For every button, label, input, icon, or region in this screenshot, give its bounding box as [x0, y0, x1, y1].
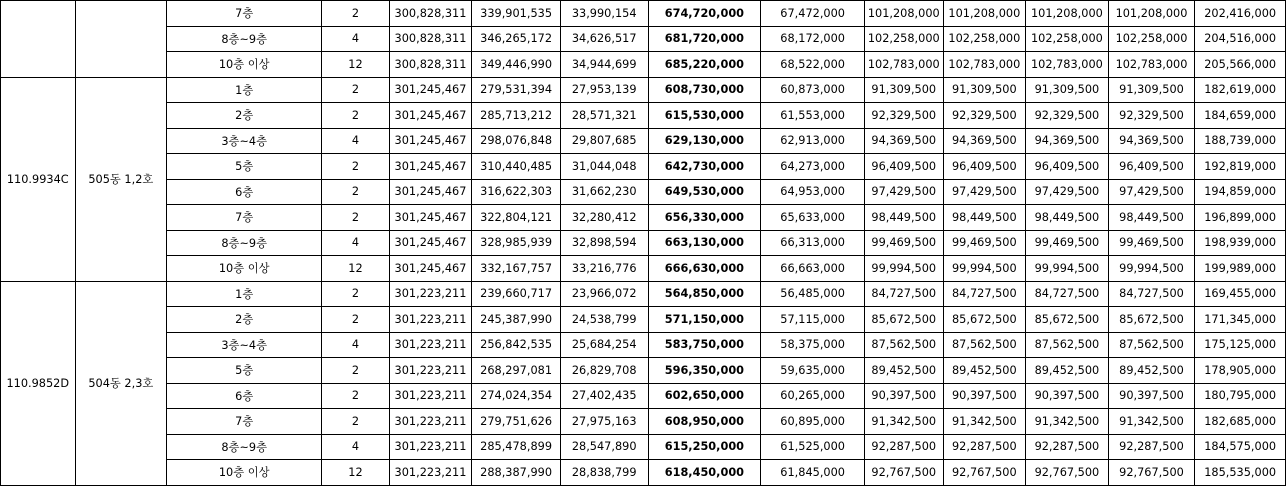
building-unit-cell: 504동 2,3호 [75, 281, 167, 485]
balance-cell: 198,939,000 [1195, 230, 1286, 256]
floor-cell: 10층 이상 [167, 460, 322, 486]
deposit-cell: 61,553,000 [761, 103, 865, 129]
interim-3-cell: 92,329,500 [1026, 103, 1109, 129]
building-unit-cell [75, 1, 167, 78]
interim-3-cell: 99,994,500 [1026, 256, 1109, 282]
interim-4-cell: 97,429,500 [1108, 179, 1195, 205]
unit-count-cell: 2 [322, 409, 389, 435]
interim-3-cell: 85,672,500 [1026, 307, 1109, 333]
total-price-cell: 663,130,000 [648, 230, 761, 256]
balance-cell: 202,416,000 [1195, 1, 1286, 27]
interim-2-cell: 84,727,500 [943, 281, 1026, 307]
balance-cell: 180,795,000 [1195, 383, 1286, 409]
interim-1-cell: 91,342,500 [865, 409, 944, 435]
unit-count-cell: 2 [322, 154, 389, 180]
deposit-cell: 60,873,000 [761, 77, 865, 103]
balance-cell: 188,739,000 [1195, 128, 1286, 154]
interim-4-cell: 99,469,500 [1108, 230, 1195, 256]
table-row [1, 230, 1286, 256]
interim-1-cell: 102,783,000 [865, 52, 944, 78]
vat-cell: 31,044,048 [560, 154, 648, 180]
interim-3-cell: 92,767,500 [1026, 460, 1109, 486]
table-row [1, 409, 1286, 435]
vat-cell: 31,662,230 [560, 179, 648, 205]
total-price-cell: 618,450,000 [648, 460, 761, 486]
vat-cell: 25,684,254 [560, 332, 648, 358]
total-price-cell: 602,650,000 [648, 383, 761, 409]
land-price-cell: 301,245,467 [389, 256, 472, 282]
unit-count-cell: 2 [322, 1, 389, 27]
land-price-cell: 301,245,467 [389, 77, 472, 103]
unit-count-cell: 4 [322, 230, 389, 256]
unit-count-cell: 4 [322, 434, 389, 460]
vat-cell: 27,953,139 [560, 77, 648, 103]
deposit-cell: 66,313,000 [761, 230, 865, 256]
floor-cell: 10층 이상 [167, 52, 322, 78]
vat-cell: 28,838,799 [560, 460, 648, 486]
building-price-cell: 322,804,121 [472, 205, 561, 231]
building-price-cell: 328,985,939 [472, 230, 561, 256]
building-price-cell: 349,446,990 [472, 52, 561, 78]
interim-4-cell: 98,449,500 [1108, 205, 1195, 231]
floor-cell: 10층 이상 [167, 256, 322, 282]
floor-cell: 2층 [167, 103, 322, 129]
interim-2-cell: 102,783,000 [943, 52, 1026, 78]
building-price-cell: 279,531,394 [472, 77, 561, 103]
total-price-cell: 608,950,000 [648, 409, 761, 435]
unit-count-cell: 2 [322, 358, 389, 384]
table-row [1, 434, 1286, 460]
building-price-cell: 339,901,535 [472, 1, 561, 27]
land-price-cell: 301,245,467 [389, 128, 472, 154]
building-price-cell: 285,478,899 [472, 434, 561, 460]
table-row [1, 26, 1286, 52]
table-row [1, 205, 1286, 231]
total-price-cell: 685,220,000 [648, 52, 761, 78]
interim-3-cell: 98,449,500 [1026, 205, 1109, 231]
balance-cell: 184,659,000 [1195, 103, 1286, 129]
floor-cell: 5층 [167, 358, 322, 384]
deposit-cell: 56,485,000 [761, 281, 865, 307]
building-price-cell: 332,167,757 [472, 256, 561, 282]
unit-count-cell: 2 [322, 179, 389, 205]
land-price-cell: 301,245,467 [389, 103, 472, 129]
interim-2-cell: 91,342,500 [943, 409, 1026, 435]
total-price-cell: 608,730,000 [648, 77, 761, 103]
land-price-cell: 301,223,211 [389, 409, 472, 435]
housing-type-cell: 110.9852D [1, 281, 76, 485]
interim-4-cell: 102,783,000 [1108, 52, 1195, 78]
deposit-cell: 64,953,000 [761, 179, 865, 205]
total-price-cell: 564,850,000 [648, 281, 761, 307]
floor-cell: 7층 [167, 409, 322, 435]
table-row [1, 383, 1286, 409]
interim-4-cell: 92,329,500 [1108, 103, 1195, 129]
vat-cell: 28,547,890 [560, 434, 648, 460]
balance-cell: 178,905,000 [1195, 358, 1286, 384]
interim-2-cell: 87,562,500 [943, 332, 1026, 358]
interim-4-cell: 91,309,500 [1108, 77, 1195, 103]
balance-cell: 169,455,000 [1195, 281, 1286, 307]
table-row [1, 128, 1286, 154]
interim-1-cell: 91,309,500 [865, 77, 944, 103]
land-price-cell: 301,245,467 [389, 205, 472, 231]
land-price-cell: 301,223,211 [389, 307, 472, 333]
land-price-cell: 301,223,211 [389, 434, 472, 460]
interim-4-cell: 102,258,000 [1108, 26, 1195, 52]
unit-count-cell: 12 [322, 256, 389, 282]
floor-cell: 3층~4층 [167, 332, 322, 358]
building-price-cell: 274,024,354 [472, 383, 561, 409]
deposit-cell: 60,895,000 [761, 409, 865, 435]
interim-3-cell: 94,369,500 [1026, 128, 1109, 154]
deposit-cell: 68,522,000 [761, 52, 865, 78]
interim-2-cell: 94,369,500 [943, 128, 1026, 154]
interim-3-cell: 84,727,500 [1026, 281, 1109, 307]
floor-cell: 1층 [167, 77, 322, 103]
balance-cell: 184,575,000 [1195, 434, 1286, 460]
unit-count-cell: 12 [322, 460, 389, 486]
interim-2-cell: 102,258,000 [943, 26, 1026, 52]
interim-1-cell: 84,727,500 [865, 281, 944, 307]
vat-cell: 33,990,154 [560, 1, 648, 27]
unit-count-cell: 4 [322, 128, 389, 154]
deposit-cell: 66,663,000 [761, 256, 865, 282]
total-price-cell: 583,750,000 [648, 332, 761, 358]
vat-cell: 34,626,517 [560, 26, 648, 52]
land-price-cell: 301,245,467 [389, 179, 472, 205]
interim-1-cell: 92,329,500 [865, 103, 944, 129]
interim-4-cell: 92,767,500 [1108, 460, 1195, 486]
vat-cell: 32,280,412 [560, 205, 648, 231]
total-price-cell: 596,350,000 [648, 358, 761, 384]
balance-cell: 182,619,000 [1195, 77, 1286, 103]
unit-count-cell: 2 [322, 77, 389, 103]
vat-cell: 26,829,708 [560, 358, 648, 384]
table-row [1, 281, 1286, 307]
interim-2-cell: 92,329,500 [943, 103, 1026, 129]
building-price-cell: 279,751,626 [472, 409, 561, 435]
building-price-cell: 316,622,303 [472, 179, 561, 205]
interim-1-cell: 94,369,500 [865, 128, 944, 154]
balance-cell: 205,566,000 [1195, 52, 1286, 78]
interim-1-cell: 89,452,500 [865, 358, 944, 384]
interim-1-cell: 98,449,500 [865, 205, 944, 231]
interim-4-cell: 91,342,500 [1108, 409, 1195, 435]
interim-2-cell: 92,287,500 [943, 434, 1026, 460]
building-unit-cell: 505동 1,2호 [75, 77, 167, 281]
vat-cell: 27,975,163 [560, 409, 648, 435]
floor-cell: 2층 [167, 307, 322, 333]
vat-cell: 29,807,685 [560, 128, 648, 154]
balance-cell: 192,819,000 [1195, 154, 1286, 180]
unit-count-cell: 4 [322, 26, 389, 52]
interim-4-cell: 90,397,500 [1108, 383, 1195, 409]
interim-3-cell: 101,208,000 [1026, 1, 1109, 27]
floor-cell: 1층 [167, 281, 322, 307]
interim-4-cell: 94,369,500 [1108, 128, 1195, 154]
total-price-cell: 642,730,000 [648, 154, 761, 180]
interim-1-cell: 92,287,500 [865, 434, 944, 460]
table-row [1, 307, 1286, 333]
land-price-cell: 301,223,211 [389, 460, 472, 486]
interim-4-cell: 89,452,500 [1108, 358, 1195, 384]
unit-count-cell: 2 [322, 281, 389, 307]
interim-4-cell: 87,562,500 [1108, 332, 1195, 358]
deposit-cell: 57,115,000 [761, 307, 865, 333]
deposit-cell: 62,913,000 [761, 128, 865, 154]
interim-4-cell: 84,727,500 [1108, 281, 1195, 307]
table-row [1, 77, 1286, 103]
unit-count-cell: 2 [322, 205, 389, 231]
table-row [1, 332, 1286, 358]
table-row [1, 1, 1286, 27]
interim-2-cell: 99,994,500 [943, 256, 1026, 282]
interim-3-cell: 90,397,500 [1026, 383, 1109, 409]
interim-4-cell: 85,672,500 [1108, 307, 1195, 333]
interim-2-cell: 99,469,500 [943, 230, 1026, 256]
floor-cell: 6층 [167, 383, 322, 409]
interim-3-cell: 91,342,500 [1026, 409, 1109, 435]
interim-2-cell: 85,672,500 [943, 307, 1026, 333]
land-price-cell: 300,828,311 [389, 52, 472, 78]
interim-3-cell: 102,258,000 [1026, 26, 1109, 52]
balance-cell: 204,516,000 [1195, 26, 1286, 52]
land-price-cell: 301,223,211 [389, 358, 472, 384]
vat-cell: 32,898,594 [560, 230, 648, 256]
unit-count-cell: 2 [322, 383, 389, 409]
interim-2-cell: 101,208,000 [943, 1, 1026, 27]
total-price-cell: 571,150,000 [648, 307, 761, 333]
deposit-cell: 61,845,000 [761, 460, 865, 486]
interim-3-cell: 89,452,500 [1026, 358, 1109, 384]
interim-3-cell: 97,429,500 [1026, 179, 1109, 205]
interim-3-cell: 102,783,000 [1026, 52, 1109, 78]
land-price-cell: 301,245,467 [389, 230, 472, 256]
table-row [1, 256, 1286, 282]
unit-count-cell: 2 [322, 307, 389, 333]
balance-cell: 196,899,000 [1195, 205, 1286, 231]
building-price-cell: 288,387,990 [472, 460, 561, 486]
land-price-cell: 301,245,467 [389, 154, 472, 180]
balance-cell: 199,989,000 [1195, 256, 1286, 282]
land-price-cell: 301,223,211 [389, 281, 472, 307]
interim-1-cell: 85,672,500 [865, 307, 944, 333]
interim-2-cell: 91,309,500 [943, 77, 1026, 103]
housing-type-cell: 110.9934C [1, 77, 76, 281]
interim-1-cell: 99,469,500 [865, 230, 944, 256]
vat-cell: 23,966,072 [560, 281, 648, 307]
total-price-cell: 656,330,000 [648, 205, 761, 231]
vat-cell: 34,944,699 [560, 52, 648, 78]
interim-1-cell: 96,409,500 [865, 154, 944, 180]
table-row [1, 460, 1286, 486]
housing-type-cell [1, 1, 76, 78]
total-price-cell: 674,720,000 [648, 1, 761, 27]
building-price-cell: 245,387,990 [472, 307, 561, 333]
building-price-cell: 256,842,535 [472, 332, 561, 358]
floor-cell: 7층 [167, 1, 322, 27]
table-row [1, 358, 1286, 384]
interim-2-cell: 97,429,500 [943, 179, 1026, 205]
interim-2-cell: 90,397,500 [943, 383, 1026, 409]
balance-cell: 171,345,000 [1195, 307, 1286, 333]
deposit-cell: 65,633,000 [761, 205, 865, 231]
land-price-cell: 300,828,311 [389, 26, 472, 52]
interim-4-cell: 96,409,500 [1108, 154, 1195, 180]
interim-3-cell: 99,469,500 [1026, 230, 1109, 256]
interim-3-cell: 96,409,500 [1026, 154, 1109, 180]
floor-cell: 6층 [167, 179, 322, 205]
land-price-cell: 300,828,311 [389, 1, 472, 27]
building-price-cell: 285,713,212 [472, 103, 561, 129]
interim-4-cell: 101,208,000 [1108, 1, 1195, 27]
table-body [1, 1, 1286, 486]
unit-count-cell: 12 [322, 52, 389, 78]
floor-cell: 8층~9층 [167, 230, 322, 256]
interim-2-cell: 89,452,500 [943, 358, 1026, 384]
building-price-cell: 346,265,172 [472, 26, 561, 52]
building-price-cell: 310,440,485 [472, 154, 561, 180]
floor-cell: 8층~9층 [167, 434, 322, 460]
total-price-cell: 666,630,000 [648, 256, 761, 282]
building-price-cell: 298,076,848 [472, 128, 561, 154]
land-price-cell: 301,223,211 [389, 383, 472, 409]
land-price-cell: 301,223,211 [389, 332, 472, 358]
unit-count-cell: 4 [322, 332, 389, 358]
total-price-cell: 649,530,000 [648, 179, 761, 205]
interim-2-cell: 98,449,500 [943, 205, 1026, 231]
vat-cell: 28,571,321 [560, 103, 648, 129]
balance-cell: 182,685,000 [1195, 409, 1286, 435]
interim-1-cell: 101,208,000 [865, 1, 944, 27]
balance-cell: 185,535,000 [1195, 460, 1286, 486]
floor-cell: 3층~4층 [167, 128, 322, 154]
building-price-cell: 268,297,081 [472, 358, 561, 384]
interim-3-cell: 91,309,500 [1026, 77, 1109, 103]
deposit-cell: 64,273,000 [761, 154, 865, 180]
interim-3-cell: 92,287,500 [1026, 434, 1109, 460]
floor-cell: 8층~9층 [167, 26, 322, 52]
interim-1-cell: 97,429,500 [865, 179, 944, 205]
table-row [1, 103, 1286, 129]
total-price-cell: 681,720,000 [648, 26, 761, 52]
vat-cell: 24,538,799 [560, 307, 648, 333]
interim-1-cell: 99,994,500 [865, 256, 944, 282]
table-row [1, 52, 1286, 78]
table-row [1, 154, 1286, 180]
unit-count-cell: 2 [322, 103, 389, 129]
building-price-cell: 239,660,717 [472, 281, 561, 307]
vat-cell: 27,402,435 [560, 383, 648, 409]
balance-cell: 194,859,000 [1195, 179, 1286, 205]
interim-2-cell: 96,409,500 [943, 154, 1026, 180]
total-price-cell: 629,130,000 [648, 128, 761, 154]
vat-cell: 33,216,776 [560, 256, 648, 282]
total-price-cell: 615,250,000 [648, 434, 761, 460]
total-price-cell: 615,530,000 [648, 103, 761, 129]
floor-cell: 7층 [167, 205, 322, 231]
deposit-cell: 68,172,000 [761, 26, 865, 52]
interim-1-cell: 92,767,500 [865, 460, 944, 486]
deposit-cell: 59,635,000 [761, 358, 865, 384]
floor-cell: 5층 [167, 154, 322, 180]
deposit-cell: 58,375,000 [761, 332, 865, 358]
balance-cell: 175,125,000 [1195, 332, 1286, 358]
interim-1-cell: 102,258,000 [865, 26, 944, 52]
interim-4-cell: 99,994,500 [1108, 256, 1195, 282]
interim-1-cell: 90,397,500 [865, 383, 944, 409]
table-row [1, 179, 1286, 205]
deposit-cell: 60,265,000 [761, 383, 865, 409]
interim-3-cell: 87,562,500 [1026, 332, 1109, 358]
deposit-cell: 61,525,000 [761, 434, 865, 460]
deposit-cell: 67,472,000 [761, 1, 865, 27]
interim-1-cell: 87,562,500 [865, 332, 944, 358]
interim-4-cell: 92,287,500 [1108, 434, 1195, 460]
interim-2-cell: 92,767,500 [943, 460, 1026, 486]
